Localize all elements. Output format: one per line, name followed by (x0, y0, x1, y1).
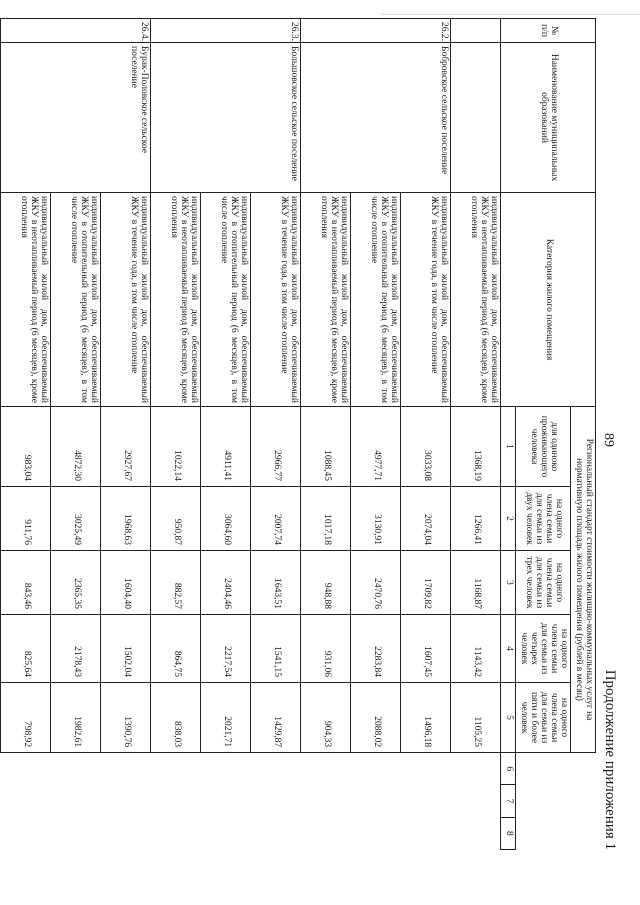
rotated-page (20, 10, 620, 860)
housing-category: индивидуальный жилой дом, обеспечиваемый ЖКУ в неотапливаемый период (6 месяцев), кроме отопления (451, 193, 501, 407)
tariff-value: 2074,04 (401, 487, 451, 551)
tariff-value: 1168,87 (451, 551, 501, 615)
col-number: 5 (501, 683, 516, 753)
row-number (451, 19, 501, 43)
header-row-top (571, 19, 596, 850)
col-header-municipality: Наименование муниципальных образований (501, 43, 596, 193)
col-header-category: Категория жилого помещения (501, 193, 596, 407)
tariff-value: 931,06 (301, 615, 351, 683)
tariff-value: 2404,46 (201, 551, 251, 615)
tariff-value: 1982,61 (51, 683, 101, 753)
tariff-value: 1968,63 (101, 487, 151, 551)
tariff-value: 1266,41 (451, 487, 501, 551)
tariff-value: 950,87 (151, 487, 201, 551)
col-number: 7 (501, 785, 516, 817)
tariff-value (0, 487, 1, 551)
tariff-value: 1105,25 (451, 683, 501, 753)
housing-category: индивидуальный жилой дом, обеспечиваемый ЖКУ в неотапливаемый период (6 месяцев), кроме отопления (151, 193, 201, 407)
tariff-value: 1022,14 (151, 407, 201, 487)
tariff-value: 882,57 (151, 551, 201, 615)
housing-category: индивидуальный жилой дом, обеспечиваемый ЖКУ в отопительный период (6 месяцев), в том числе отопление (201, 193, 251, 407)
municipality-name: Бурак-Половское сельское поселение (1, 43, 151, 193)
tariff-value: 1088,45 (301, 407, 351, 487)
tariff-value: 798,92 (1, 683, 51, 753)
tariff-value: 1541,15 (251, 615, 301, 683)
col-number: 3 (501, 551, 516, 615)
tariff-value (0, 407, 1, 487)
tariff-value: 2217,54 (201, 615, 251, 683)
tariff-value: 2283,84 (351, 615, 401, 683)
tariff-value (0, 615, 1, 683)
tariff-value: 4977,71 (351, 407, 401, 487)
housing-category: индивидуальный жилой дом, обеспечиваемый ЖКУ в отопительный период (6 месяцев), в том числе отопление (351, 193, 401, 407)
row-number: 26.3. (151, 19, 301, 43)
tariff-value: 1607,45 (401, 615, 451, 683)
tariff-value: 4911,41 (201, 407, 251, 487)
col-header-family-3: на одного члена семьи для семьи из трех человек (516, 551, 571, 615)
col-header-standard: Региональный стандарт стоимости жилищно-коммунальных услуг на нормативную площадь жилого помещения (рублей в месяц) (571, 407, 596, 753)
tariff-value: 1390,76 (101, 683, 151, 753)
municipality-name (0, 43, 1, 193)
tariff-value (0, 683, 1, 753)
tariff-value: 1502,04 (101, 615, 151, 683)
table-row (401, 19, 451, 850)
tariff-value: 2007,74 (251, 487, 301, 551)
col-number: 2 (501, 487, 516, 551)
housing-category: индивидуальный жилой дом, обеспечиваемый ЖКУ в течение года, в том числе отопление (401, 193, 451, 407)
tariff-value: 1643,51 (251, 551, 301, 615)
tariff-value: 1368,19 (451, 407, 501, 487)
tariff-value: 1709,82 (401, 551, 451, 615)
table-row (101, 19, 151, 850)
tariff-value: 3064,60 (201, 487, 251, 551)
tariff-value: 2927,67 (101, 407, 151, 487)
housing-category: индивидуальный жилой дом, обеспечиваемый ЖКУ в течение года, в том числе отопление (251, 193, 301, 407)
tariff-value: 3130,91 (351, 487, 401, 551)
tariff-value: 1017,18 (301, 487, 351, 551)
tariff-value: 2966,77 (251, 407, 301, 487)
tariff-value: 911,76 (1, 487, 51, 551)
page-number: 89 (601, 433, 616, 447)
tariff-value: 983,04 (1, 407, 51, 487)
tariff-value (0, 551, 1, 615)
tariff-value: 2365,35 (51, 551, 101, 615)
col-number: 6 (501, 753, 516, 785)
municipality-name: Бобровское сельское поселение (301, 43, 451, 193)
row-number (0, 19, 1, 43)
col-number: 8 (501, 817, 516, 849)
tariff-table (0, 18, 596, 850)
table-row (451, 19, 501, 850)
col-number: 4 (501, 615, 516, 683)
col-header-family-2: на одного члена семьи для семьи из двух человек (516, 487, 571, 551)
tariff-value: 2088,02 (351, 683, 401, 753)
col-header-single: для одиноко проживающего человека (516, 407, 571, 487)
housing-category (0, 193, 1, 407)
tariff-value: 904,33 (301, 683, 351, 753)
tariff-value: 1496,18 (401, 683, 451, 753)
municipality-name (451, 43, 501, 193)
tariff-value: 1604,40 (101, 551, 151, 615)
tariff-value: 843,46 (1, 551, 51, 615)
col-header-family-5: на одного члена семьи для семьи из пяти и более человек (516, 683, 571, 753)
tariff-value: 1143,42 (451, 615, 501, 683)
tariff-value: 4872,30 (51, 407, 101, 487)
col-header-no: № п/п (501, 19, 596, 43)
tariff-value: 948,88 (301, 551, 351, 615)
table-body (0, 19, 501, 850)
col-number: 1 (501, 407, 516, 487)
tariff-value: 825,64 (1, 615, 51, 683)
housing-category: индивидуальный жилой дом, обеспечиваемый ЖКУ в неотапливаемый период (6 месяцев), кроме отопления (301, 193, 351, 407)
housing-category: индивидуальный жилой дом, обеспечиваемый ЖКУ в течение года, в том числе отопление (101, 193, 151, 407)
tariff-value: 2470,76 (351, 551, 401, 615)
tariff-value: 1429,87 (251, 683, 301, 753)
housing-category: индивидуальный жилой дом, обеспечиваемый ЖКУ в неотапливаемый период (6 месяцев), кроме отопления (1, 193, 51, 407)
tariff-value: 2021,71 (201, 683, 251, 753)
housing-category: индивидуальный жилой дом, обеспечиваемый ЖКУ в отопительный период (6 месяцев), в том числе отопление (51, 193, 101, 407)
municipality-name: Большовское сельское поселение (151, 43, 301, 193)
tariff-value: 838,03 (151, 683, 201, 753)
tariff-value: 864,75 (151, 615, 201, 683)
table-row (0, 19, 1, 850)
tariff-value: 3025,49 (51, 487, 101, 551)
tariff-value: 3033,08 (401, 407, 451, 487)
col-header-family-4: на одного члена семьи для семьи из четырех человек (516, 615, 571, 683)
row-number: 26.4. (1, 19, 151, 43)
appendix-caption: Продолжение приложения 1 (602, 669, 618, 850)
tariff-value: 2178,43 (51, 615, 101, 683)
row-number: 26.2. (301, 19, 451, 43)
table-row (251, 19, 301, 850)
